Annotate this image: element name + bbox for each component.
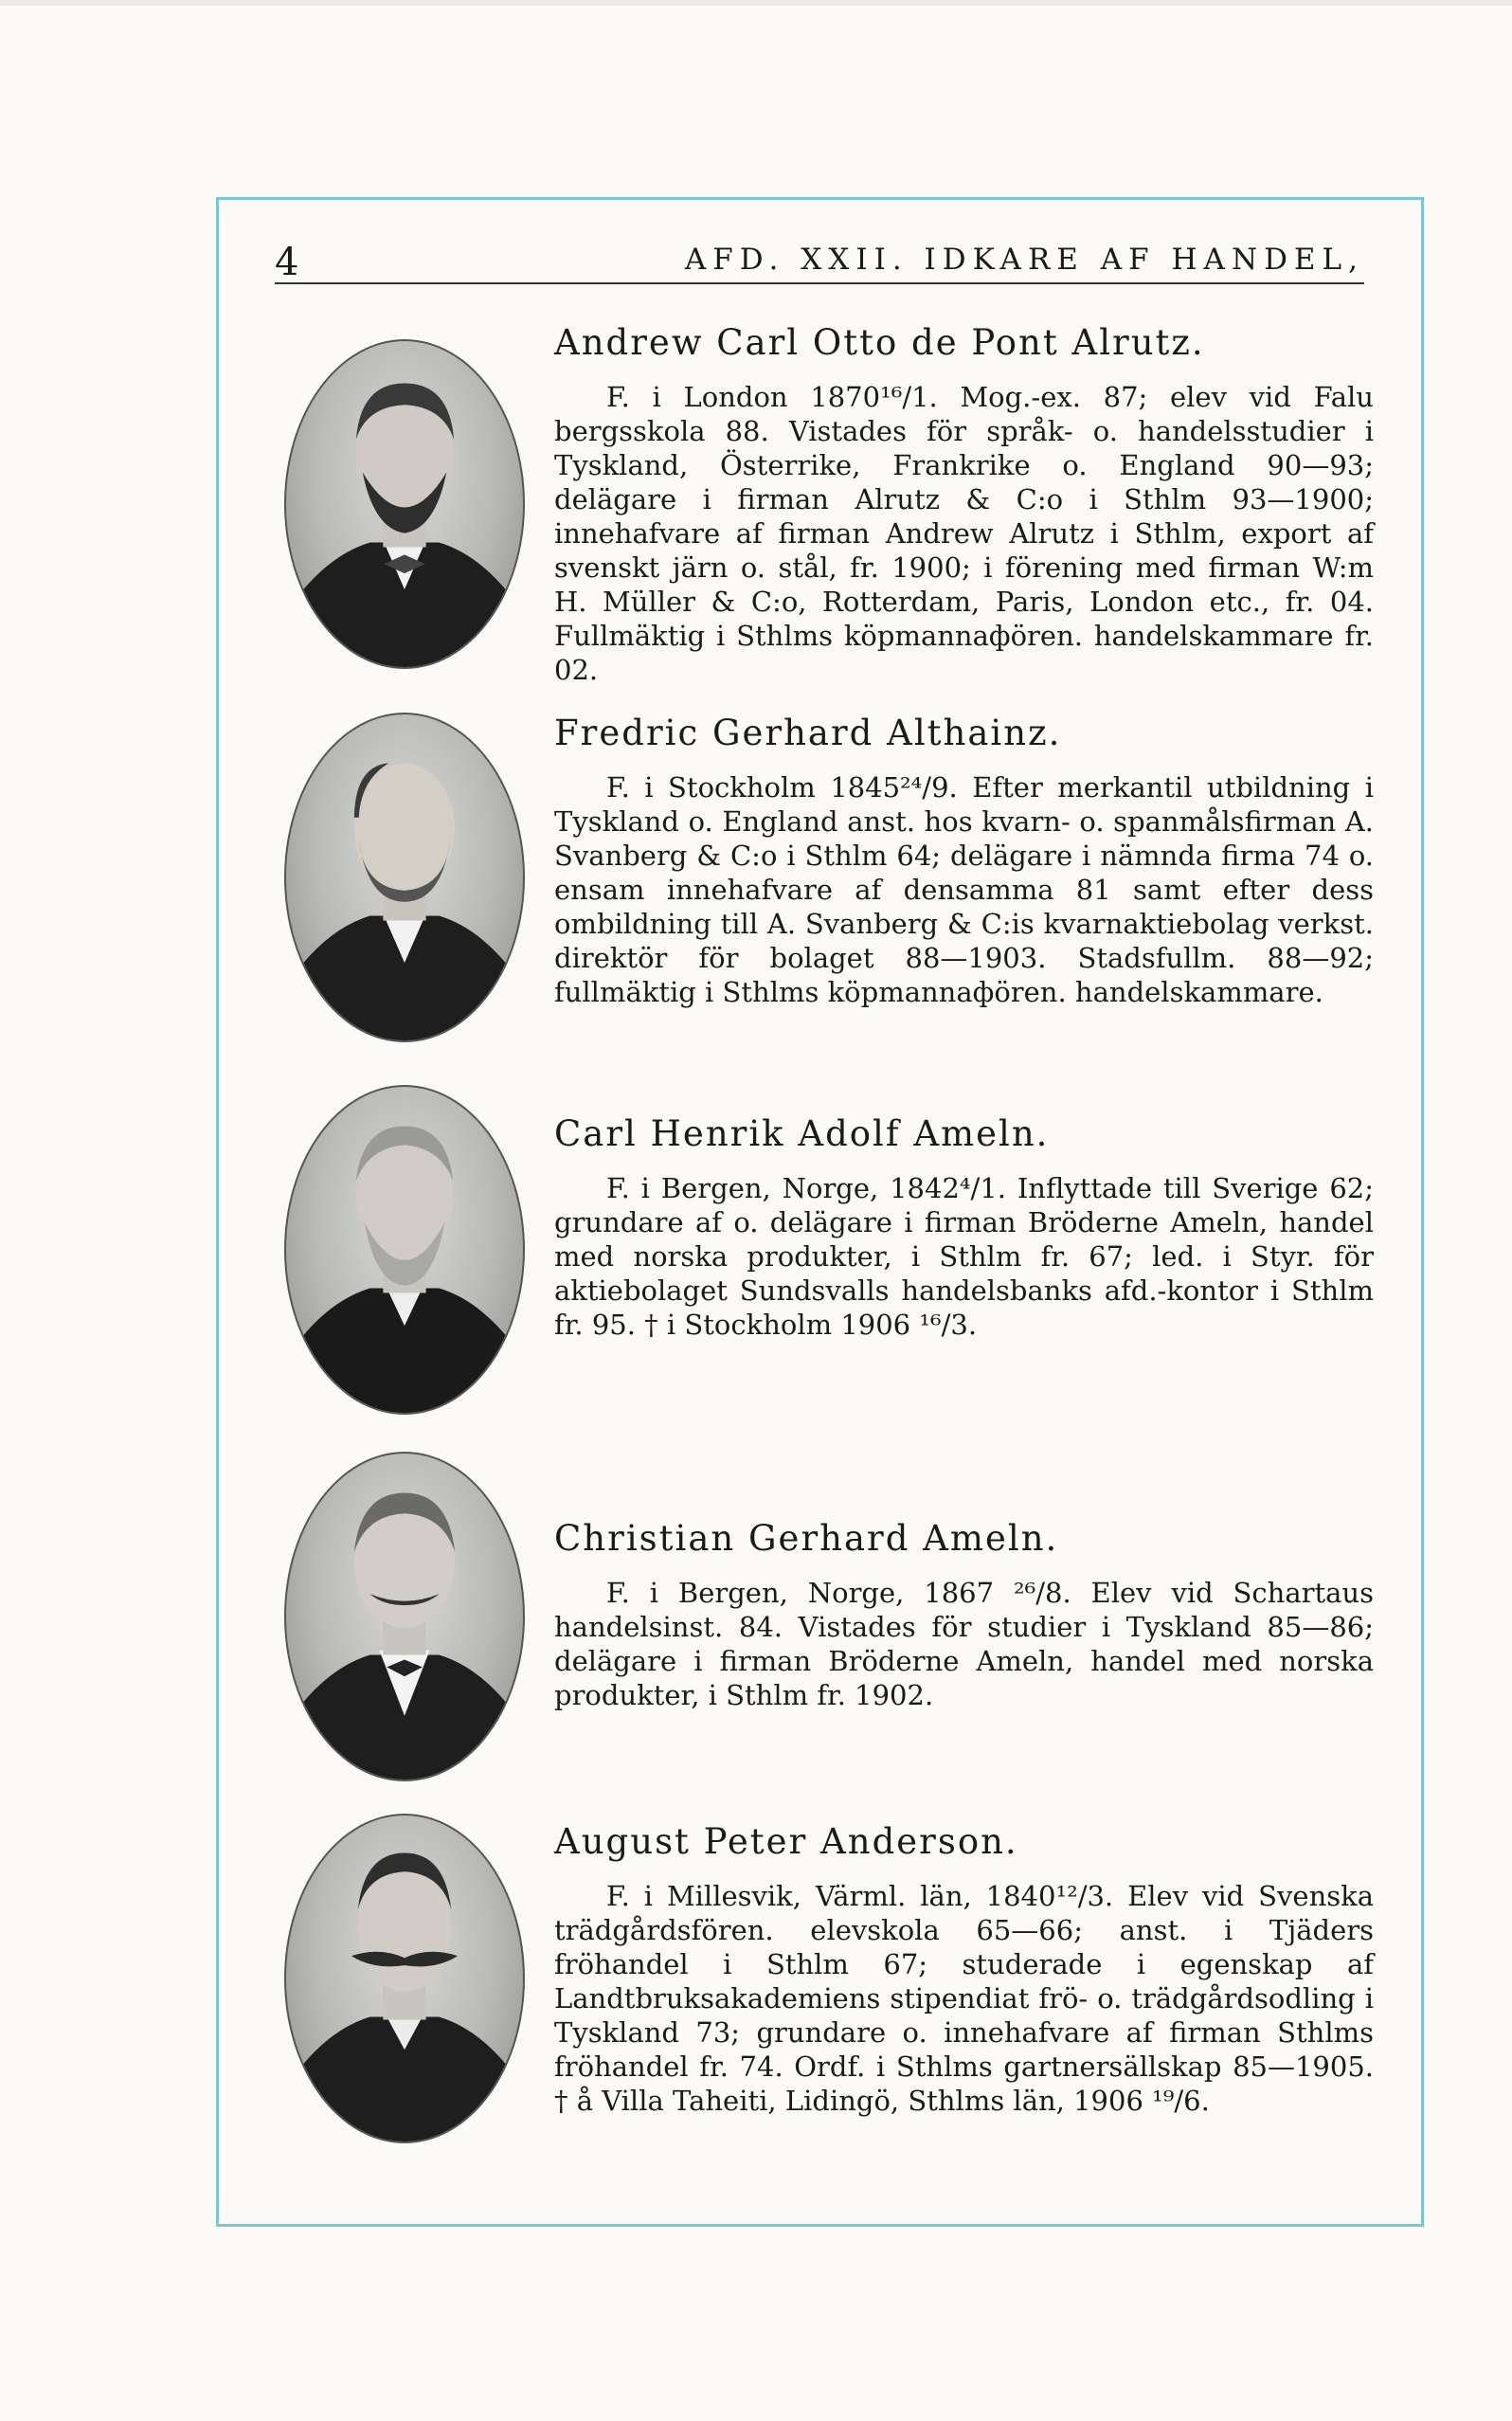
portrait-photo <box>284 1452 525 1781</box>
entry-text <box>554 1821 1374 2118</box>
entry-text <box>554 1518 1374 1712</box>
biography-text: F. i Stockholm 1845²⁴/9. Efter merkantil utbildning i Tyskland o. England anst. hos kvarn- o. spanmålsfirman A. Svanberg & C:o i Sthlm 64; delägare i nämnda firma 74 o. ensam innehafvare af densamma 81 samt efter dess ombildning till A. Svanberg & C:is kvarnaktiebolag verkst. direktör för bolaget 88—1903. Stadsfullm. 88—92; fullmäktig i Sthlms köpmannaфören. handelskammare. <box>554 771 1374 1008</box>
page-top-edge <box>0 0 1512 6</box>
portrait-photo <box>284 339 525 669</box>
biography-text: F. i Bergen, Norge, 1842⁴/1. Inflyttade till Sverige 62; grundare af o. delägare i firman Bröderne Ameln, handel med norska produkter, i Sthlm fr. 67; led. i Styr. för aktiebolaget Sundsvalls handelsbanks afd.-kontor i Sthlm fr. 95. † i Stockholm 1906 ¹⁶/3. <box>554 1172 1374 1341</box>
entry-text <box>554 1113 1374 1342</box>
portrait-photo <box>284 1814 525 2143</box>
person-name: Carl Henrik Adolf Ameln. <box>554 1113 1050 1154</box>
portrait-photo <box>284 713 525 1042</box>
page-header <box>275 227 1364 284</box>
biography-text: F. i Bergen, Norge, 1867 ²⁶/8. Elev vid Schartaus handelsinst. 84. Vistades för studier i Tyskland 85—86; delägare i firman Bröderne Ameln, handel med norska produkter, i Sthlm fr. 1902. <box>554 1577 1374 1711</box>
person-name: Andrew Carl Otto de Pont Alrutz. <box>554 322 1205 363</box>
person-name: Fredric Gerhard Althainz. <box>554 713 1062 753</box>
running-title: AFD. XXII. IDKARE AF HANDEL, <box>684 243 1364 277</box>
person-name: August Peter Anderson. <box>554 1821 1018 1862</box>
person-name: Christian Gerhard Ameln. <box>554 1518 1059 1559</box>
biography-text: F. i Millesvik, Värml. län, 1840¹²/3. Elev vid Svenska trädgårdsfören. elevskola 65—66; anst. i Tjäders fröhandel i Sthlm 67; studerade i egenskap af Landtbruksakademiens stipendiat frö- o. trädgårdsodling i Tyskland 73; grundare o. innehafvare af firman Sthlms fröhandel fr. 74. Ordf. i Sthlms gartnersällskap 85—1905. † å Villa Taheiti, Lidingö, Sthlms län, 1906 ¹⁹/6. <box>554 1880 1374 2117</box>
entry-text <box>554 713 1374 1009</box>
page-number: 4 <box>275 241 299 284</box>
portrait-photo <box>284 1085 525 1415</box>
biography-text: F. i London 1870¹⁶/1. Mog.-ex. 87; elev vid Falu bergsskola 88. Vistades för språk- o. handelsstudier i Tyskland, Österrike, Frankrike o. England 90—93; delägare i firman Alrutz & C:o i Sthlm 93—1900; innehafvare af firman Andrew Alrutz i Sthlm, export af svenskt järn o. stål, fr. 1900; i förening med firman W:m H. Müller & C:o, Rotterdam, Paris, London etc., fr. 04. Fullmäktig i Sthlms köpmannaфören. handelskammare fr. 02. <box>554 381 1374 686</box>
entry-text <box>554 322 1374 687</box>
